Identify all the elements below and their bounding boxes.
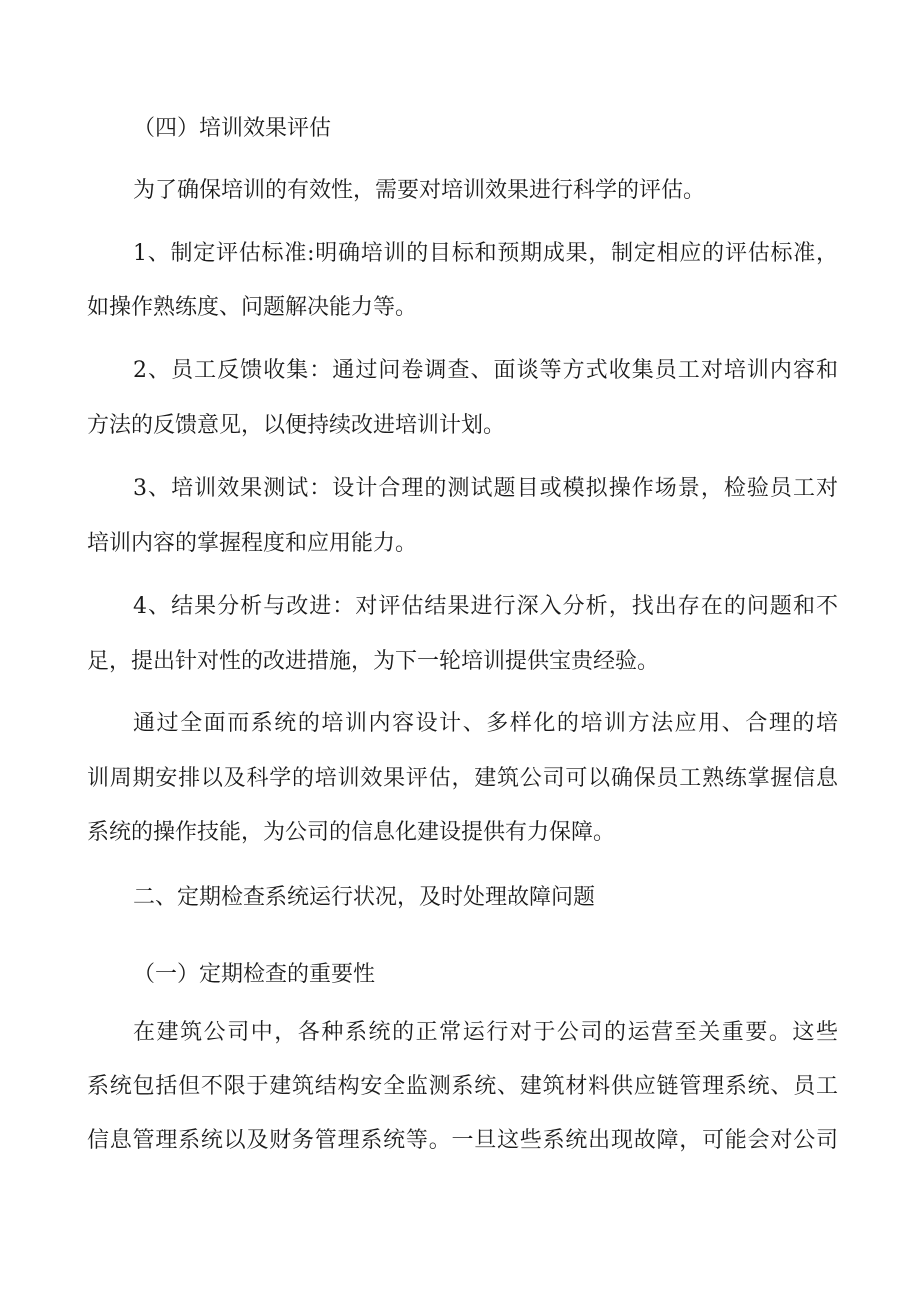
body-line-3: 信息管理系统以及财务管理系统等。一旦这些系统出现故障，可能会对公司	[87, 1128, 838, 1153]
item-1-line-1: 1、制定评估标准:明确培训的目标和预期成果，制定相应的评估标准，	[133, 241, 838, 266]
item-3-line-2: 培训内容的掌握程度和应用能力。	[87, 531, 418, 556]
intro-paragraph: 为了确保培训的有效性，需要对培训效果进行科学的评估。	[133, 178, 706, 203]
item-2-line-2: 方法的反馈意见，以便持续改进培训计划。	[87, 413, 506, 438]
item-3-line-1: 3、培训效果测试：设计合理的测试题目或模拟操作场景，检验员工对	[133, 476, 838, 501]
chapter-heading-system-inspection: 二、定期检查系统运行状况，及时处理故障问题	[133, 885, 596, 910]
item-4-line-2: 足，提出针对性的改进措施，为下一轮培训提供宝贵经验。	[87, 649, 660, 674]
section-heading-training-evaluation: （四）培训效果评估	[133, 116, 332, 141]
item-1-line-2: 如操作熟练度、问题解决能力等。	[87, 295, 418, 320]
item-4-line-1: 4、结果分析与改进：对评估结果进行深入分析，找出存在的问题和不	[133, 594, 838, 619]
section-heading-inspection-importance: （一）定期检查的重要性	[133, 962, 376, 987]
body-line-1: 在建筑公司中，各种系统的正常运行对于公司的运营至关重要。这些	[133, 1020, 838, 1045]
summary-line-1: 通过全面而系统的培训内容设计、多样化的培训方法应用、合理的培	[133, 711, 838, 736]
item-2-line-1: 2、员工反馈收集：通过问卷调查、面谈等方式收集员工对培训内容和	[133, 358, 838, 383]
body-line-2: 系统包括但不限于建筑结构安全监测系统、建筑材料供应链管理系统、员工	[87, 1074, 838, 1099]
summary-line-2: 训周期安排以及科学的培训效果评估，建筑公司可以确保员工熟练掌握信息	[87, 766, 838, 791]
summary-line-3: 系统的操作技能，为公司的信息化建设提供有力保障。	[87, 820, 616, 845]
